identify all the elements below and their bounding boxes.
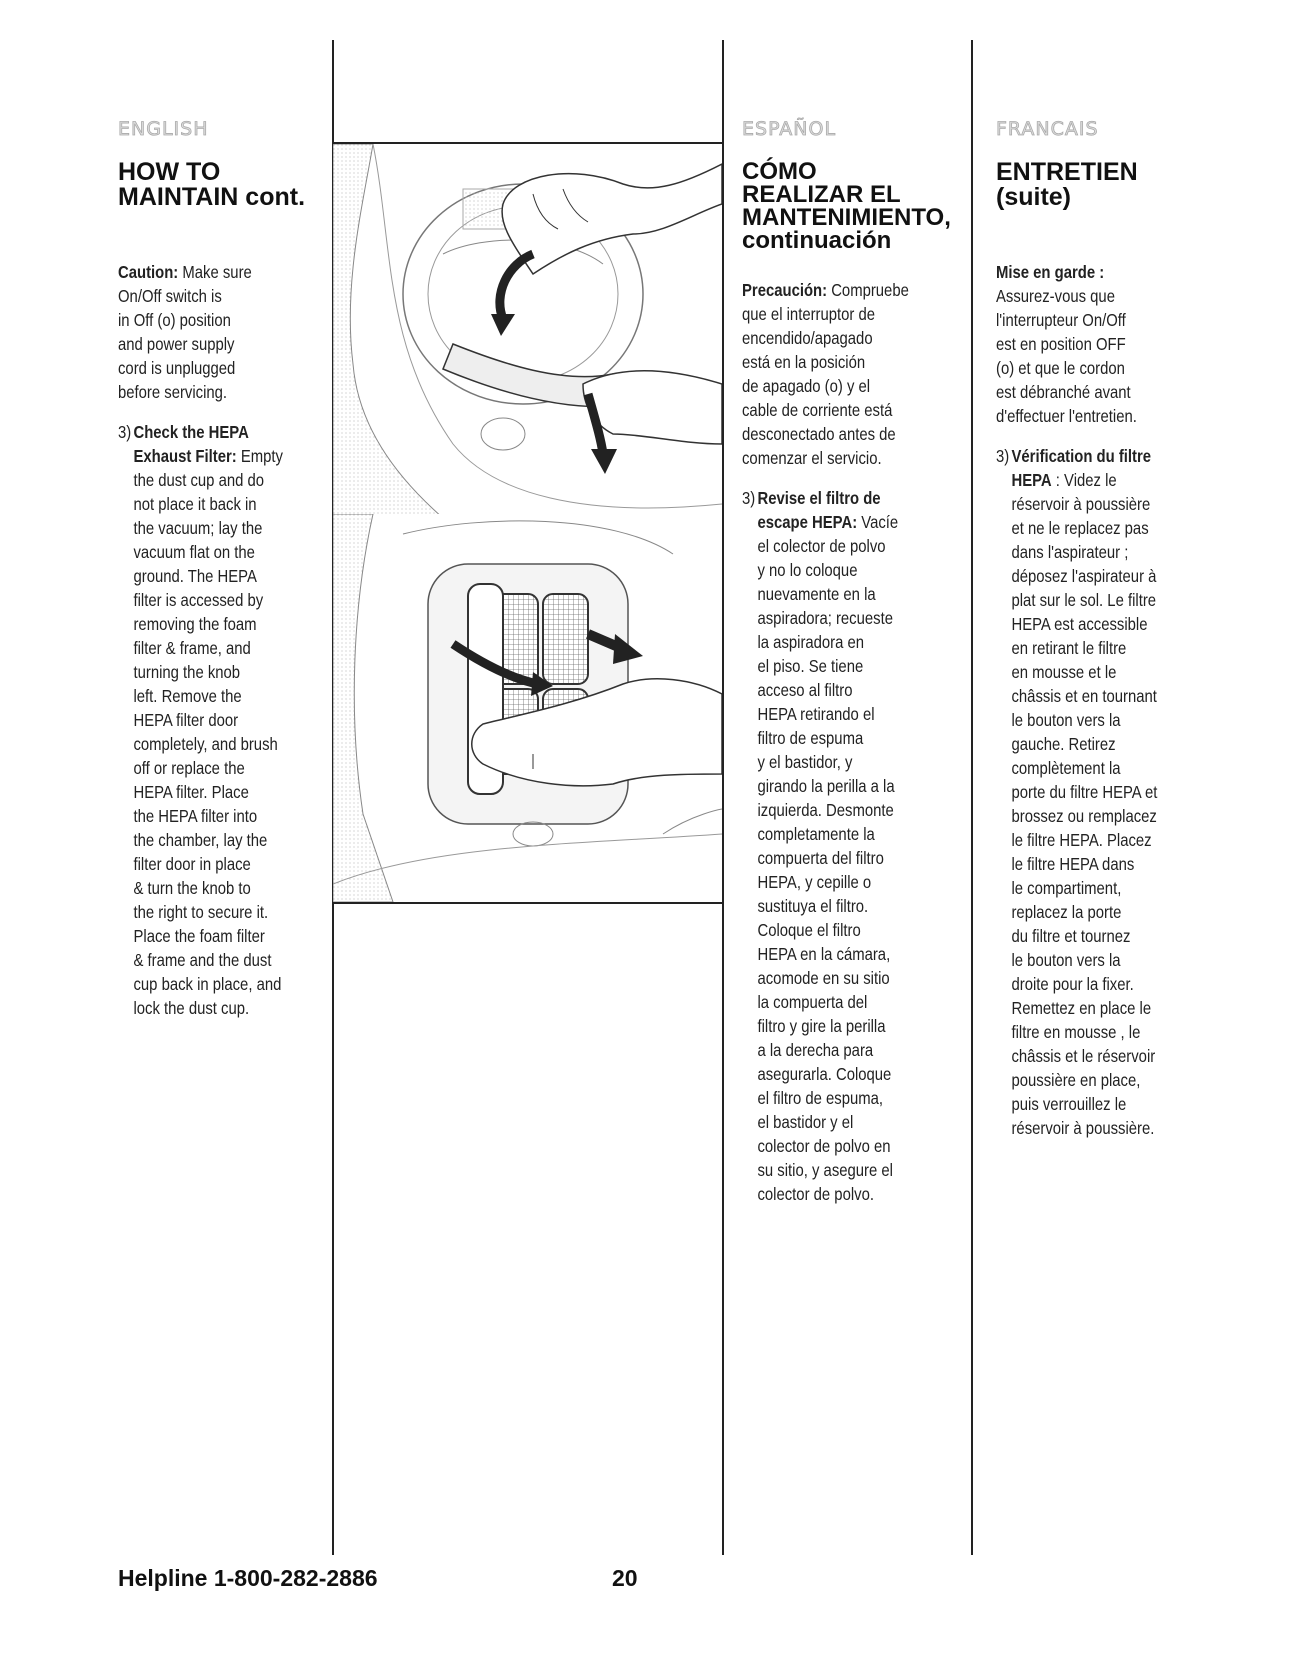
step-text-line: filter & frame, and	[133, 638, 251, 658]
step-text-line: gauche. Retirez	[1011, 734, 1116, 754]
french-heading: ENTRETIEN (suite)	[996, 158, 1138, 211]
step-text-line: filtro de espuma	[757, 728, 864, 748]
step-text-line: puis verrouillez le	[1011, 1094, 1127, 1114]
english-column	[118, 118, 323, 1020]
step-text-line: HEPA filter. Place	[133, 782, 249, 802]
step-text-line: left. Remove the	[133, 686, 242, 706]
step-text-line: el bastidor y el	[757, 1112, 854, 1132]
precaucion-label: Precaución:	[742, 280, 828, 300]
step-text-line: removing the foam	[133, 614, 257, 634]
step-text-line: réservoir à poussière	[1011, 494, 1151, 514]
step-number: 3)	[996, 446, 1010, 466]
spanish-step-3: 3) Revise el filtro de escape HEPA: Vacíe el colector de polvo y no lo coloque nuevamente en la aspiradora; recueste la aspiradora en el piso. Se tiene acceso al filtro HEPA retirando el filtro de espuma y el bastidor, y girando la perilla a la izquierda. Desmonte completamente la compuerta del filtro HEPA, y cepille o sustituya el filtro. Coloque el filtro HEPA en la cámara, acomode en su sitio la compuerta del filtro y gire la perilla a la derecha para asegurarla. Coloque el filtro de espuma, el bastidor y el colector de polvo en su sitio, y asegure el colector de polvo.	[742, 486, 966, 1206]
step-text-line: y no lo coloque	[757, 560, 858, 580]
step-text-line: off or replace the	[133, 758, 245, 778]
step-text-line: acomode en su sitio	[757, 968, 890, 988]
step-text-line: le filtre HEPA dans	[1011, 854, 1135, 874]
spanish-column	[742, 118, 967, 1206]
step-text-line: colector de polvo.	[757, 1184, 874, 1204]
step-text-line: cup back in place, and	[133, 974, 282, 994]
step-text-line: turning the knob	[133, 662, 241, 682]
step-text-line: & frame and the dust	[133, 950, 272, 970]
step-text-line: girando la perilla a la	[757, 776, 895, 796]
step-text-line: Place the foam filter	[133, 926, 265, 946]
english-step-3: 3) Check the HEPA Exhaust Filter: Empty the dust cup and do not place it back in the vacuum; lay the vacuum flat on the ground. The HEPA filter is accessed by removing the foam filter & frame, and turning the knob left. Remove the HEPA filter door completely, and brush off or replace the HEPA filter. Place the HEPA filter into the chamber, lay the filter door in place & turn the knob to the right to secure it. Place the foam filter & frame and the dust cup back in place, and lock the dust cup.	[118, 420, 324, 1020]
step-text-line: réservoir à poussière.	[1011, 1118, 1155, 1138]
step-text-line: HEPA en la cámara,	[757, 944, 891, 964]
step-text-line: a la derecha para	[757, 1040, 874, 1060]
step-text-line: completamente la	[757, 824, 875, 844]
spanish-language-label: ESPAÑOL	[742, 118, 837, 140]
step-text-line: nuevamente en la	[757, 584, 876, 604]
french-caution: Mise en garde : Assurez-vous que l'interrupteur On/Off est en position OFF (o) et que le cordon est débranché avant d'effectuer l'entretien.	[996, 262, 1137, 426]
step-text-line: filtro y gire la perilla	[757, 1016, 886, 1036]
step-text-line: su sitio, y asegure el	[757, 1160, 893, 1180]
french-column	[996, 118, 1221, 1140]
step-text-line: châssis et en tournant	[1011, 686, 1157, 706]
step-text-line: brossez ou remplacez	[1011, 806, 1157, 826]
caution-label: Caution:	[118, 262, 179, 282]
step-text-line: plat sur le sol. Le filtre	[1011, 590, 1157, 610]
helpline: Helpline 1-800-282-2886	[118, 1565, 378, 1591]
step-text-line: le compartiment,	[1011, 878, 1122, 898]
step-text-line: aspiradora; recueste	[757, 608, 893, 628]
french-language-label: FRANCAIS	[996, 118, 1099, 140]
spanish-heading: CÓMO REALIZAR EL MANTENIMIENTO, continuación	[742, 158, 951, 254]
illustration-top	[333, 142, 722, 520]
step-text-line: y el bastidor, y	[757, 752, 853, 772]
column-divider-right	[971, 40, 973, 1555]
step-text-line: sustituya el filtro.	[757, 896, 869, 916]
illustration-bottom	[333, 514, 722, 904]
step-text-line: asegurarla. Coloque	[757, 1064, 892, 1084]
step-text-line: acceso al filtro	[757, 680, 853, 700]
step-text-line: le bouton vers la	[1011, 710, 1121, 730]
step-number: 3)	[118, 422, 132, 442]
step-text-line: le bouton vers la	[1011, 950, 1121, 970]
step-text-line: compuerta del filtro	[757, 848, 884, 868]
step-text-line: lock the dust cup.	[133, 998, 250, 1018]
step-text-line: filtre en mousse , le	[1011, 1022, 1141, 1042]
step-text-line: la compuerta del	[757, 992, 868, 1012]
step-text-line: HEPA retirando el	[757, 704, 875, 724]
step-text-line: el filtro de espuma,	[757, 1088, 884, 1108]
step-text-line: déposez l'aspirateur à	[1011, 566, 1157, 586]
step-text-line: complètement la	[1011, 758, 1121, 778]
column-divider-middle	[722, 40, 724, 1555]
step-text-line: replacez la porte	[1011, 902, 1122, 922]
english-heading: HOW TO MAINTAIN cont.	[118, 158, 306, 211]
step-text-line: vacuum flat on the	[133, 542, 255, 562]
step-text-line: el colector de polvo	[757, 536, 886, 556]
step-text-line: droite pour la fixer.	[1011, 974, 1134, 994]
french-step-3: 3) Vérification du filtre HEPA : Videz le réservoir à poussière et ne le replacez pas dans l'aspirateur ; déposez l'aspirateur à plat sur le sol. Le filtre HEPA est accessible en retirant le filtre en mousse et le châssis et en tournant le bouton vers la gauche. Retirez complètement la porte du filtre HEPA et brossez ou remplacez le filtre HEPA. Placez le filtre HEPA dans le compartiment, replacez la porte du filtre et tournez le bouton vers la droite pour la fixer. Remettez en place le filtre en mousse , le châssis et le réservoir poussière en place, puis verrouillez le réservoir à poussière.	[996, 444, 1220, 1140]
step-text-line: HEPA filter door	[133, 710, 239, 730]
step-text-line: HEPA, y cepille o	[757, 872, 872, 892]
step-text-line: izquierda. Desmonte	[757, 800, 894, 820]
step-text-line: poussière en place,	[1011, 1070, 1141, 1090]
step-text-line: the right to secure it.	[133, 902, 269, 922]
step-text-line: filter door in place	[133, 854, 251, 874]
english-language-label: ENGLISH	[118, 118, 209, 140]
step-text-line: filter is accessed by	[133, 590, 264, 610]
step-text-line: et ne le replacez pas	[1011, 518, 1149, 538]
step-text-line: the dust cup and do	[133, 470, 265, 490]
step-text-line: the chamber, lay the	[133, 830, 268, 850]
step-text-line: el piso. Se tiene	[757, 656, 864, 676]
dust-cup-removal-illustration	[333, 144, 722, 518]
step-text-line: the HEPA filter into	[133, 806, 258, 826]
step-text-line: du filtre et tournez	[1011, 926, 1131, 946]
spanish-caution: Precaución: Compruebe que el interruptor de encendido/apagado está en la posición de apagado (o) y el cable de corriente está desconectado antes de comenzar el servicio.	[742, 280, 909, 468]
hepa-filter-removal-illustration	[333, 514, 722, 902]
step-text-line: en retirant le filtre	[1011, 638, 1127, 658]
step-text-line: en mousse et le	[1011, 662, 1117, 682]
step-text-line: châssis et le réservoir	[1011, 1046, 1156, 1066]
page-number: 20	[612, 1565, 638, 1591]
step-text-line: Coloque el filtro	[757, 920, 861, 940]
step-text-line: not place it back in	[133, 494, 257, 514]
english-caution: Caution: Make sure On/Off switch is in Off (o) position and power supply cord is unplugged before servicing.	[118, 262, 252, 402]
step-text-line: HEPA est accessible	[1011, 614, 1148, 634]
step-text-line: dans l'aspirateur ;	[1011, 542, 1129, 562]
step-text-line: la aspiradora en	[757, 632, 865, 652]
step-text-line: le filtre HEPA. Placez	[1011, 830, 1152, 850]
step-text-line: ground. The HEPA	[133, 566, 257, 586]
step-text-line: the vacuum; lay the	[133, 518, 263, 538]
step-text-line: & turn the knob to	[133, 878, 251, 898]
step-number: 3)	[742, 488, 756, 508]
step-text-line: completely, and brush	[133, 734, 278, 754]
step-text-line: porte du filtre HEPA et	[1011, 782, 1158, 802]
step-text-line: colector de polvo en	[757, 1136, 891, 1156]
step-text-line: Remettez en place le	[1011, 998, 1152, 1018]
mise-en-garde-label: Mise en garde :	[996, 262, 1105, 282]
